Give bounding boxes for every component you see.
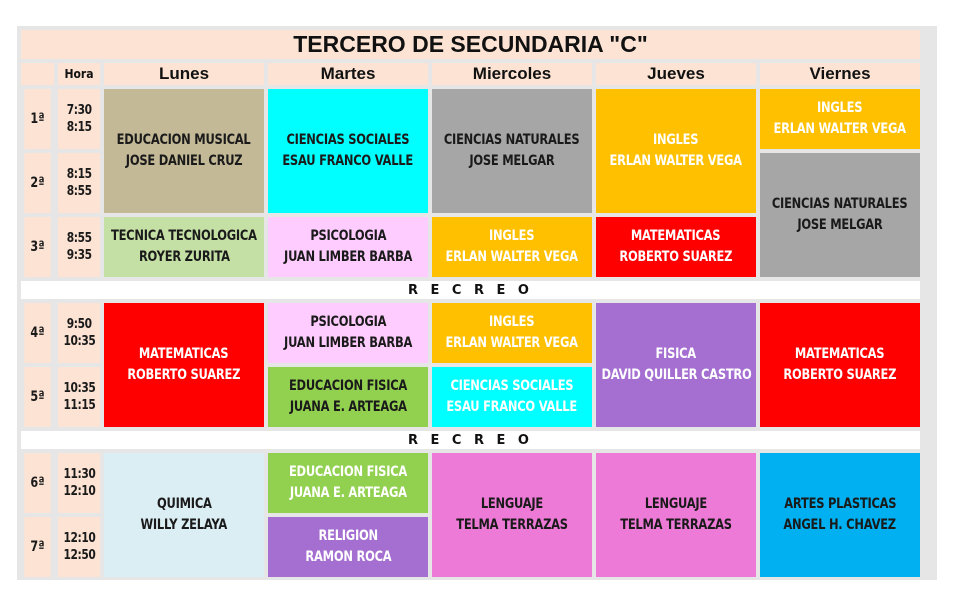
header-day-lunes: Lunes xyxy=(104,63,264,85)
class-block xyxy=(432,89,592,213)
class-teacher: ROBERTO SUAREZ xyxy=(127,367,241,383)
class-block xyxy=(760,303,920,427)
period-end: 12:10 xyxy=(63,484,95,499)
break-row: R E C R E O xyxy=(21,431,920,449)
class-block xyxy=(104,217,264,277)
class-teacher: JUAN LIMBER BARBA xyxy=(283,249,413,265)
class-block xyxy=(268,517,428,577)
class-block xyxy=(432,453,592,577)
class-teacher: JOSE MELGAR xyxy=(797,217,883,233)
class-subject: EDUCACION MUSICAL xyxy=(117,132,251,148)
header-day-martes: Martes xyxy=(268,63,428,85)
class-block xyxy=(268,217,428,277)
header-day-viernes: Viernes xyxy=(760,63,920,85)
period-start: 12:10 xyxy=(63,531,95,546)
class-teacher: ERLAN WALTER VEGA xyxy=(445,249,579,265)
class-subject: MATEMATICAS xyxy=(139,346,229,362)
period-time xyxy=(58,453,100,513)
class-teacher: ERLAN WALTER VEGA xyxy=(773,121,907,137)
class-teacher: TELMA TERRAZAS xyxy=(456,517,568,533)
class-teacher: ESAU FRANCO VALLE xyxy=(446,399,578,415)
class-block xyxy=(596,89,756,213)
header-hora: Hora xyxy=(58,63,100,85)
period-start: 7:30 xyxy=(66,103,92,118)
class-subject: EDUCACION FISICA xyxy=(288,378,408,394)
class-block xyxy=(596,217,756,277)
class-teacher: JOSE DANIEL CRUZ xyxy=(125,153,243,169)
class-teacher: JUAN LIMBER BARBA xyxy=(283,335,413,351)
period-number: 6ª xyxy=(24,453,50,513)
period-time xyxy=(58,89,100,149)
header-blank xyxy=(21,63,54,85)
class-subject: CIENCIAS NATURALES xyxy=(772,196,908,212)
class-teacher: DAVID QUILLER CASTRO xyxy=(600,367,752,383)
class-teacher: ROYER ZURITA xyxy=(138,249,230,265)
class-subject: LENGUAJE xyxy=(480,496,544,512)
class-subject: PSICOLOGIA xyxy=(310,228,386,244)
class-block xyxy=(268,367,428,427)
class-teacher: RAMON ROCA xyxy=(305,549,391,565)
class-subject: QUIMICA xyxy=(156,496,212,512)
class-subject: INGLES xyxy=(817,100,863,116)
class-subject: INGLES xyxy=(489,314,535,330)
class-subject: INGLES xyxy=(653,132,699,148)
period-number: 4ª xyxy=(24,303,50,363)
class-block xyxy=(268,303,428,363)
period-start: 10:35 xyxy=(63,381,95,396)
class-subject: MATEMATICAS xyxy=(795,346,885,362)
class-teacher: WILLY ZELAYA xyxy=(140,517,228,533)
class-teacher: ROBERTO SUAREZ xyxy=(783,367,897,383)
class-teacher: ERLAN WALTER VEGA xyxy=(609,153,743,169)
class-subject: INGLES xyxy=(489,228,535,244)
class-subject: RELIGION xyxy=(318,528,378,544)
period-start: 9:50 xyxy=(66,317,92,332)
period-time xyxy=(58,217,100,277)
period-time xyxy=(58,367,100,427)
class-block xyxy=(104,303,264,427)
period-start: 11:30 xyxy=(63,467,95,482)
period-start: 8:15 xyxy=(66,167,92,182)
class-subject: EDUCACION FISICA xyxy=(288,464,408,480)
class-subject: CIENCIAS SOCIALES xyxy=(286,132,410,148)
class-block xyxy=(432,303,592,363)
class-block xyxy=(760,89,920,149)
class-block xyxy=(760,453,920,577)
header-day-miercoles: Miercoles xyxy=(432,63,592,85)
header-day-jueves: Jueves xyxy=(596,63,756,85)
class-teacher: ANGEL H. CHAVEZ xyxy=(783,517,897,533)
class-subject: CIENCIAS SOCIALES xyxy=(450,378,574,394)
class-block xyxy=(596,453,756,577)
period-time xyxy=(58,303,100,363)
class-subject: PSICOLOGIA xyxy=(310,314,386,330)
period-time xyxy=(58,517,100,577)
class-subject: CIENCIAS NATURALES xyxy=(444,132,580,148)
class-subject: LENGUAJE xyxy=(644,496,708,512)
period-number: 7ª xyxy=(24,517,50,577)
period-end: 8:55 xyxy=(66,184,92,199)
class-block xyxy=(104,453,264,577)
schedule-title: TERCERO DE SECUNDARIA "C" xyxy=(21,30,920,59)
class-block xyxy=(760,153,920,277)
class-block xyxy=(104,89,264,213)
class-subject: FISICA xyxy=(655,346,697,362)
class-block xyxy=(596,303,756,427)
period-end: 9:35 xyxy=(66,248,92,263)
period-end: 10:35 xyxy=(63,334,95,349)
period-number: 5ª xyxy=(24,367,50,427)
schedule-table xyxy=(17,26,937,580)
period-end: 11:15 xyxy=(63,398,95,413)
class-teacher: ESAU FRANCO VALLE xyxy=(282,153,414,169)
class-subject: MATEMATICAS xyxy=(631,228,721,244)
class-teacher: ERLAN WALTER VEGA xyxy=(445,335,579,351)
class-teacher: TELMA TERRAZAS xyxy=(620,517,732,533)
class-teacher: JUANA E. ARTEAGA xyxy=(289,485,407,501)
class-teacher: JOSE MELGAR xyxy=(469,153,555,169)
period-number: 2ª xyxy=(24,153,50,213)
class-block xyxy=(268,453,428,513)
period-start: 8:55 xyxy=(66,231,92,246)
class-block xyxy=(268,89,428,213)
class-block xyxy=(432,367,592,427)
class-subject: TECNICA TECNOLOGICA xyxy=(111,228,257,244)
class-block xyxy=(432,217,592,277)
class-teacher: JUANA E. ARTEAGA xyxy=(289,399,407,415)
class-teacher: ROBERTO SUAREZ xyxy=(619,249,733,265)
period-end: 12:50 xyxy=(63,548,95,563)
period-number: 3ª xyxy=(24,217,50,277)
period-number: 1ª xyxy=(24,89,50,149)
period-time xyxy=(58,153,100,213)
class-subject: ARTES PLASTICAS xyxy=(783,496,897,512)
period-end: 8:15 xyxy=(66,120,92,135)
break-row: R E C R E O xyxy=(21,281,920,299)
